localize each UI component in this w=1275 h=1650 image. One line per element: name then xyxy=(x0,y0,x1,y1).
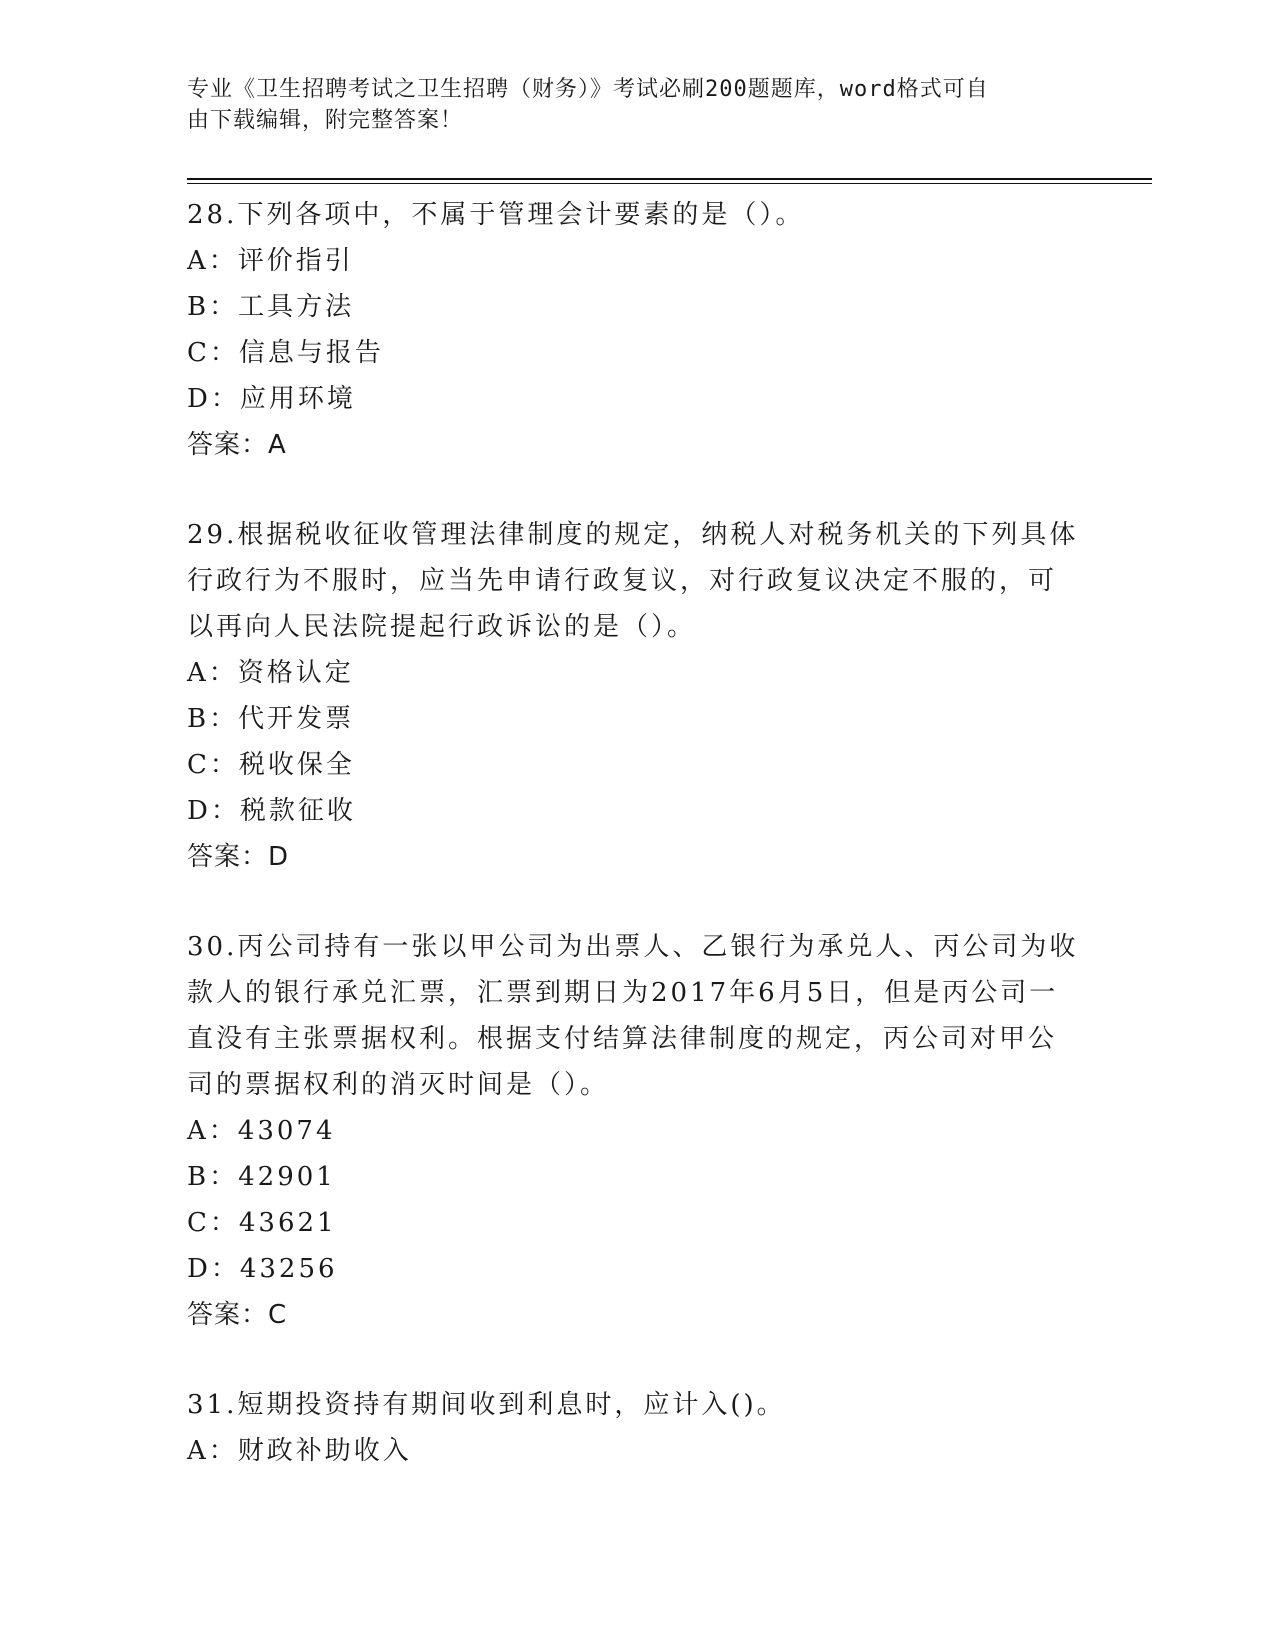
answer-option: B：42901 xyxy=(187,1162,336,1192)
answer-option: D：43256 xyxy=(187,1254,338,1284)
answer-option: B：代开发票 xyxy=(187,704,355,734)
answer-option: A：财政补助收入 xyxy=(187,1436,412,1466)
document-header xyxy=(187,74,1067,136)
answer-option: A：评价指引 xyxy=(187,246,354,276)
question-stem-line: 司的票据权利的消灭时间是（）。 xyxy=(187,1070,610,1100)
question-stem-line: 款人的银行承兑汇票，汇票到期日为2017年6月5日，但是丙公司一 xyxy=(187,978,1059,1008)
question-block xyxy=(187,512,1087,880)
question-stem-line: 以再向人民法院提起行政诉讼的是（）。 xyxy=(187,612,697,642)
answer-key: 答案：C xyxy=(187,1300,288,1330)
answer-option: A：43074 xyxy=(187,1116,336,1146)
question-stem-line: 行政行为不服时，应当先申请行政复议，对行政复议决定不服的，可 xyxy=(187,566,1058,596)
header-line-2: 由下载编辑，附完整答案！ xyxy=(187,108,464,133)
answer-option: D：税款征收 xyxy=(187,796,356,826)
answer-key: 答案：D xyxy=(187,842,290,872)
answer-option: B：工具方法 xyxy=(187,292,355,322)
answer-option: A：资格认定 xyxy=(187,658,354,688)
answer-key: 答案：A xyxy=(187,430,287,460)
question-block xyxy=(187,924,1087,1338)
answer-option: C：税收保全 xyxy=(187,750,355,780)
question-stem-line: 直没有主张票据权利。根据支付结算法律制度的规定，丙公司对甲公 xyxy=(187,1024,1058,1054)
answer-option: C：信息与报告 xyxy=(187,338,384,368)
header-divider-thin xyxy=(187,183,1152,184)
question-stem-line: 31.短期投资持有期间收到利息时，应计入()。 xyxy=(187,1390,786,1420)
answer-option: D：应用环境 xyxy=(187,384,356,414)
header-line-1: 专业《卫生招聘考试之卫生招聘（财务）》考试必刷200题题库，word格式可自 xyxy=(187,77,989,102)
question-stem-line: 29.根据税收征收管理法律制度的规定，纳税人对税务机关的下列具体 xyxy=(187,520,1079,550)
question-stem-line: 28.下列各项中，不属于管理会计要素的是（）。 xyxy=(187,200,805,230)
answer-option: C：43621 xyxy=(187,1208,337,1238)
question-stem-line: 30.丙公司持有一张以甲公司为出票人、乙银行为承兑人、丙公司为收 xyxy=(187,932,1079,962)
question-list xyxy=(187,192,1087,1518)
question-block xyxy=(187,192,1087,468)
header-divider-thick xyxy=(187,178,1152,180)
question-block xyxy=(187,1382,1087,1474)
